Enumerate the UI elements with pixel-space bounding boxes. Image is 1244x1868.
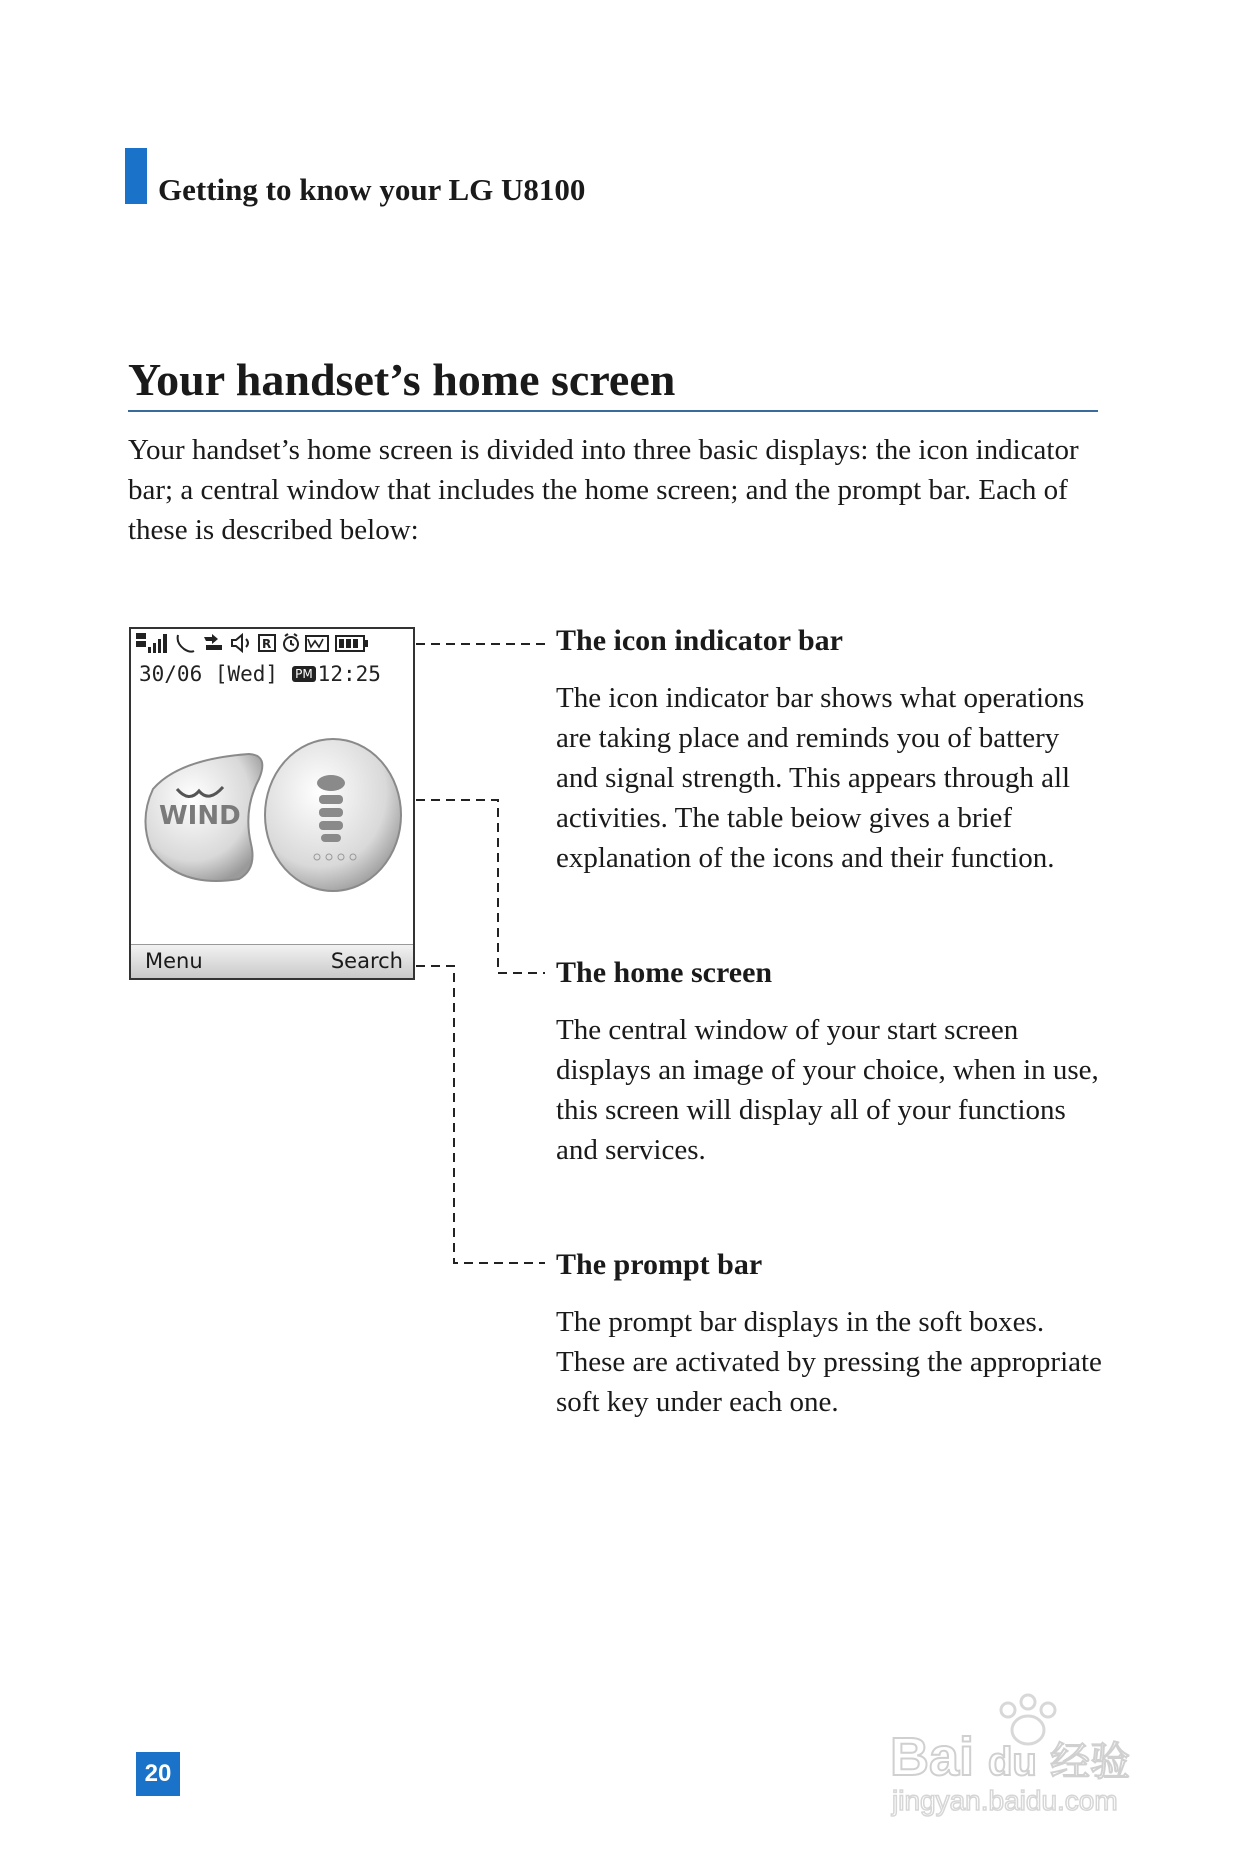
home-screen-heading: The home screen: [556, 956, 773, 989]
date-time-display: [139, 662, 381, 686]
wind-logo-text: WIND: [159, 801, 241, 831]
icon-bar-description: The icon indicator bar shows what operations are taking place and reminds you of battery and signal strength. This appears through all activities. The table beiow gives a brief explanation of the icons and their function.: [556, 682, 1085, 874]
message-icon: [306, 636, 328, 651]
svg-text:Bai: Bai: [890, 1727, 975, 1787]
time-text: 12:25: [317, 662, 381, 686]
speaker-icon: [232, 635, 248, 651]
connector-prompt-bar: [416, 966, 545, 1263]
home-screen-description: The central window of your start screen displays an image of your choice, when in use, this screen will display all of your functions and services.: [556, 1014, 1099, 1166]
wind-logo-wallpaper: [139, 729, 407, 899]
prompt-bar-description: The prompt bar displays in the soft boxes. These are activated by pressing the appropriate soft key under each one.: [556, 1306, 1102, 1418]
svg-text:R: R: [262, 637, 272, 651]
prompt-bar: [131, 944, 413, 978]
prompt-bar-heading: The prompt bar: [556, 1248, 763, 1281]
baidu-watermark: [880, 1690, 1180, 1820]
intro-paragraph: Your handset’s home screen is divided into three basic displays: the icon indicator bar; a central window that includes the home screen; and the prompt bar. Each of these is described below:: [128, 434, 1079, 546]
softkey-search[interactable]: Search: [330, 949, 403, 973]
connector-home-screen: [416, 800, 545, 973]
svg-text:jingyan.baidu.com: jingyan.baidu.com: [892, 1785, 1118, 1816]
roaming-icon: [259, 635, 275, 651]
phone-screen: [129, 627, 415, 980]
divert-icon: [204, 634, 222, 650]
chapter-header: Getting to know your LG U8100: [158, 172, 586, 207]
page-number: 20: [136, 1752, 180, 1796]
icon-indicator-bar: [134, 631, 410, 657]
battery-icon: [336, 636, 368, 651]
softkey-menu[interactable]: Menu: [145, 949, 203, 973]
alarm-icon: [284, 634, 298, 651]
svg-text:经验: 经验: [1050, 1739, 1130, 1785]
pm-badge: PM: [292, 666, 316, 682]
section-title: Your handset’s home screen: [128, 354, 676, 405]
title-divider: [128, 410, 1098, 412]
date-text: 30/06 [Wed]: [139, 662, 279, 686]
header-accent-bar: [125, 148, 147, 204]
svg-text:du: du: [988, 1740, 1037, 1784]
call-icon: [178, 635, 194, 652]
signal-icon: [136, 633, 167, 653]
icon-bar-heading: The icon indicator bar: [556, 624, 843, 657]
